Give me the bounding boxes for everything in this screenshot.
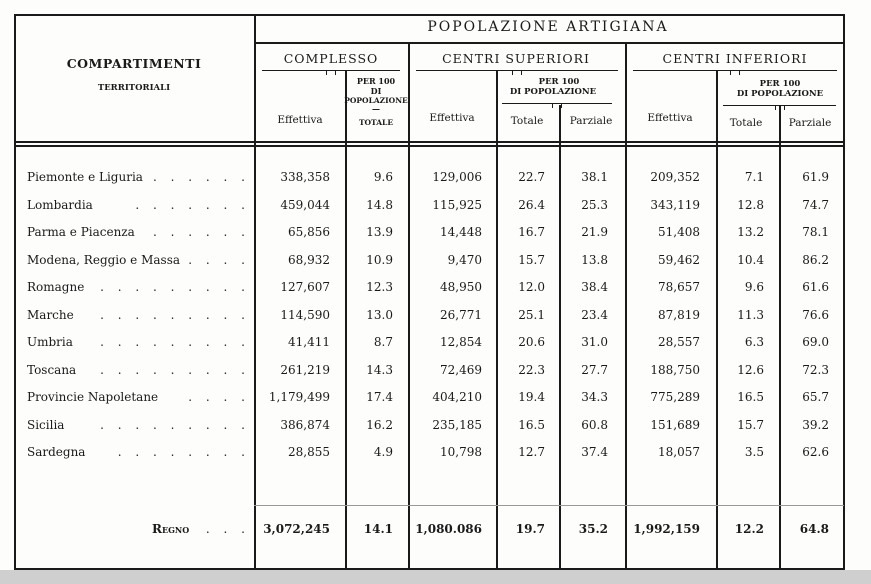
cell-s-eff: 48,950 [440,280,482,294]
cell-s-tot: 12.7 [518,445,545,459]
cell-c-pct: 16.2 [366,417,393,432]
cell-i-par: 62.6 [802,445,829,459]
inferiori-brace [633,64,837,71]
cell-i-eff: 59,462 [658,252,700,267]
cell-s-eff: 235,185 [432,417,482,432]
region-name: Umbria [27,335,73,349]
cell-i-tot: 11.3 [737,307,764,322]
cell-i-par: 72.3 [802,362,829,377]
cell-s-eff: 14,448 [440,225,482,239]
cell-c-eff: 114,590 [280,307,330,322]
cell-i-eff: 87,819 [658,307,700,322]
leader-dots: . . . . . . [153,225,250,239]
cell-i-eff: 18,057 [658,445,700,459]
cell-s-eff: 9,470 [447,252,482,267]
cell-c-eff: 28,855 [288,445,330,459]
superiori-divider [625,42,627,568]
cell-i-tot: 12.8 [737,197,764,212]
per100-line4: — [372,104,380,114]
leader-dots: . . . . . . . . . [100,335,250,349]
region-name: Sicilia [27,417,65,432]
inferiori-per100-1: PER 100 [759,79,801,89]
cell-c-eff: 261,219 [280,362,330,377]
cell-i-par: 74.7 [802,197,829,212]
cell-c-eff: 68,932 [288,252,330,267]
cell-i-par: 64.8 [799,522,829,536]
cell-s-tot: 16.7 [518,225,545,239]
region-name: Toscana [27,362,77,377]
inferiori-parziale-header: Parziale [788,117,832,129]
region-name: Modena, Reggio e Massa [27,252,181,267]
cell-i-par: 69.0 [802,335,829,349]
cell-s-tot: 26.4 [518,197,545,212]
cell-i-par: 76.6 [802,307,829,322]
cell-s-eff: 10,798 [440,445,482,459]
cell-i-tot: 12.2 [734,522,764,536]
inferiori-totale-header: Totale [729,117,763,129]
cell-s-par: 23.4 [581,307,608,322]
superiori-totale-header: Totale [510,115,544,127]
scan-bottom-edge [0,570,871,584]
left-border [14,14,16,570]
complesso-divider [408,42,410,568]
centri-inferiori-header: CENTRI INFERIORI [662,51,808,66]
leader-dots: . . . . . . [153,170,250,184]
row-header-title: COMPARTIMENTI [66,56,202,71]
cell-s-tot: 19.7 [515,522,545,536]
cell-i-par: 78.1 [802,225,829,239]
header-bottom-line [14,141,844,143]
cell-s-par: 38.1 [581,170,608,184]
header-bottom-line-2 [14,145,844,147]
cell-s-tot: 16.5 [518,417,545,432]
cell-i-eff: 28,557 [658,335,700,349]
leader-dots: . . . . [188,252,250,267]
cell-i-par: 86.2 [802,252,829,267]
superiori-per100-1: PER 100 [538,77,580,87]
cell-s-par: 25.3 [581,197,608,212]
cell-s-tot: 20.6 [518,335,545,349]
group-title: POPOLAZIONE ARTIGIANA [427,19,669,35]
cell-s-tot: 19.4 [518,390,545,404]
superiori-per100-brace [502,97,612,104]
inferiori-per100-brace [723,99,836,106]
cell-s-tot: 22.3 [518,362,545,377]
cell-s-eff: 1,080.086 [415,522,482,536]
leader-dots: . . . . . . . . . [100,362,250,377]
superiori-effettiva-header: Effettiva [429,112,475,124]
inferiori-per100-2: DI POPOLAZIONE [736,89,824,99]
leader-dots: . . . . . . . [135,197,250,212]
cell-i-eff: 78,657 [658,280,700,294]
cell-i-par: 65.7 [802,390,829,404]
total-separator [254,505,844,506]
stub-divider [254,14,256,568]
per100-line5: TOTALE [358,118,394,127]
cell-s-tot: 22.7 [518,170,545,184]
cell-c-eff: 1,179,499 [268,390,330,404]
cell-i-tot: 13.2 [737,225,764,239]
per100-line3: POPOLAZIONE [344,96,408,105]
right-border [843,14,845,570]
cell-s-par: 13.8 [581,252,608,267]
cell-s-par: 21.9 [581,225,608,239]
group-title-underline [254,42,844,44]
complesso-effettiva-header: Effettiva [277,114,323,126]
region-name: Provincie Napoletane [27,390,159,404]
cell-c-eff: 386,874 [280,417,330,432]
cell-i-eff: 343,119 [650,197,700,212]
region-name: Lombardia [27,197,93,212]
cell-s-eff: 129,006 [432,170,482,184]
cell-c-pct: 9.6 [373,170,393,184]
cell-c-pct: 13.0 [366,307,393,322]
cell-i-tot: 10.4 [737,252,764,267]
cell-i-eff: 188,750 [650,362,700,377]
per100-line1: PER 100 [356,76,396,86]
region-name: Marche [27,307,74,322]
row-header-subtitle: TERRITORIALI [97,83,171,93]
cell-s-tot: 25.1 [518,307,545,322]
leader-dots: . . . . . . . . . [100,307,250,322]
region-name: Parma e Piacenza [27,225,135,239]
cell-c-pct: 17.4 [366,390,393,404]
cell-s-par: 37.4 [581,445,608,459]
leader-dots: . . . . . . . . [117,445,250,459]
cell-i-par: 61.9 [802,170,829,184]
cell-i-eff: 1,992,159 [633,522,700,536]
cell-c-pct: 8.7 [373,335,393,349]
cell-c-pct: 10.9 [366,252,393,267]
cell-c-eff: 127,607 [280,280,330,294]
cell-c-pct: 14.3 [366,362,393,377]
leader-dots: . . . . [188,390,250,404]
inferiori-effettiva-header: Effettiva [647,112,693,124]
top-border [14,14,844,16]
cell-i-tot: 7.1 [744,170,764,184]
cell-s-par: 31.0 [581,335,608,349]
cell-c-eff: 338,358 [280,170,330,184]
leader-dots: . . . . . . . . . [100,280,250,294]
cell-i-tot: 6.3 [744,335,764,349]
cell-s-tot: 12.0 [518,280,545,294]
cell-s-par: 35.2 [578,522,608,536]
cell-s-eff: 26,771 [440,307,482,322]
region-name: Piemonte e Liguria [27,170,143,184]
cell-c-pct: 13.9 [366,225,393,239]
region-name: Regno [152,522,190,536]
cell-s-eff: 12,854 [440,335,482,349]
cell-c-eff: 459,044 [280,197,330,212]
superiori-per100-2: DI POPOLAZIONE [509,87,597,97]
cell-s-par: 27.7 [581,362,608,377]
cell-s-par: 34.3 [581,390,608,404]
complesso-brace [262,64,400,71]
col-divider-3 [559,105,561,568]
cell-i-par: 39.2 [802,417,829,432]
cell-i-eff: 775,289 [650,390,700,404]
leader-dots: . . . [205,522,250,536]
cell-s-par: 60.8 [581,417,608,432]
cell-s-tot: 15.7 [518,252,545,267]
col-divider-5 [779,105,781,568]
cell-c-pct: 12.3 [366,280,393,294]
cell-i-tot: 12.6 [737,362,764,377]
cell-c-eff: 3,072,245 [263,522,330,536]
cell-c-pct: 4.9 [373,445,393,459]
cell-i-tot: 9.6 [744,280,764,294]
cell-s-eff: 115,925 [432,197,482,212]
cell-i-tot: 15.7 [737,417,764,432]
cell-s-par: 38.4 [581,280,608,294]
leader-dots: . . . . . . . . . [100,417,250,432]
cell-s-eff: 72,469 [440,362,482,377]
region-name: Sardegna [27,445,86,459]
cell-s-eff: 404,210 [432,390,482,404]
cell-i-eff: 209,352 [650,170,700,184]
cell-c-pct: 14.1 [363,522,393,536]
cell-i-tot: 3.5 [744,445,764,459]
per100-line2: DI [370,86,382,96]
cell-i-eff: 51,408 [658,225,700,239]
centri-superiori-header: CENTRI SUPERIORI [442,51,590,66]
region-name: Romagne [27,280,85,294]
cell-i-tot: 16.5 [737,390,764,404]
complesso-header: COMPLESSO [283,51,379,66]
cell-i-par: 61.6 [802,280,829,294]
cell-c-pct: 14.8 [366,197,393,212]
cell-i-eff: 151,689 [650,417,700,432]
cell-c-eff: 65,856 [288,225,330,239]
cell-c-eff: 41,411 [288,335,330,349]
superiori-brace [416,64,618,71]
superiori-parziale-header: Parziale [569,115,613,127]
